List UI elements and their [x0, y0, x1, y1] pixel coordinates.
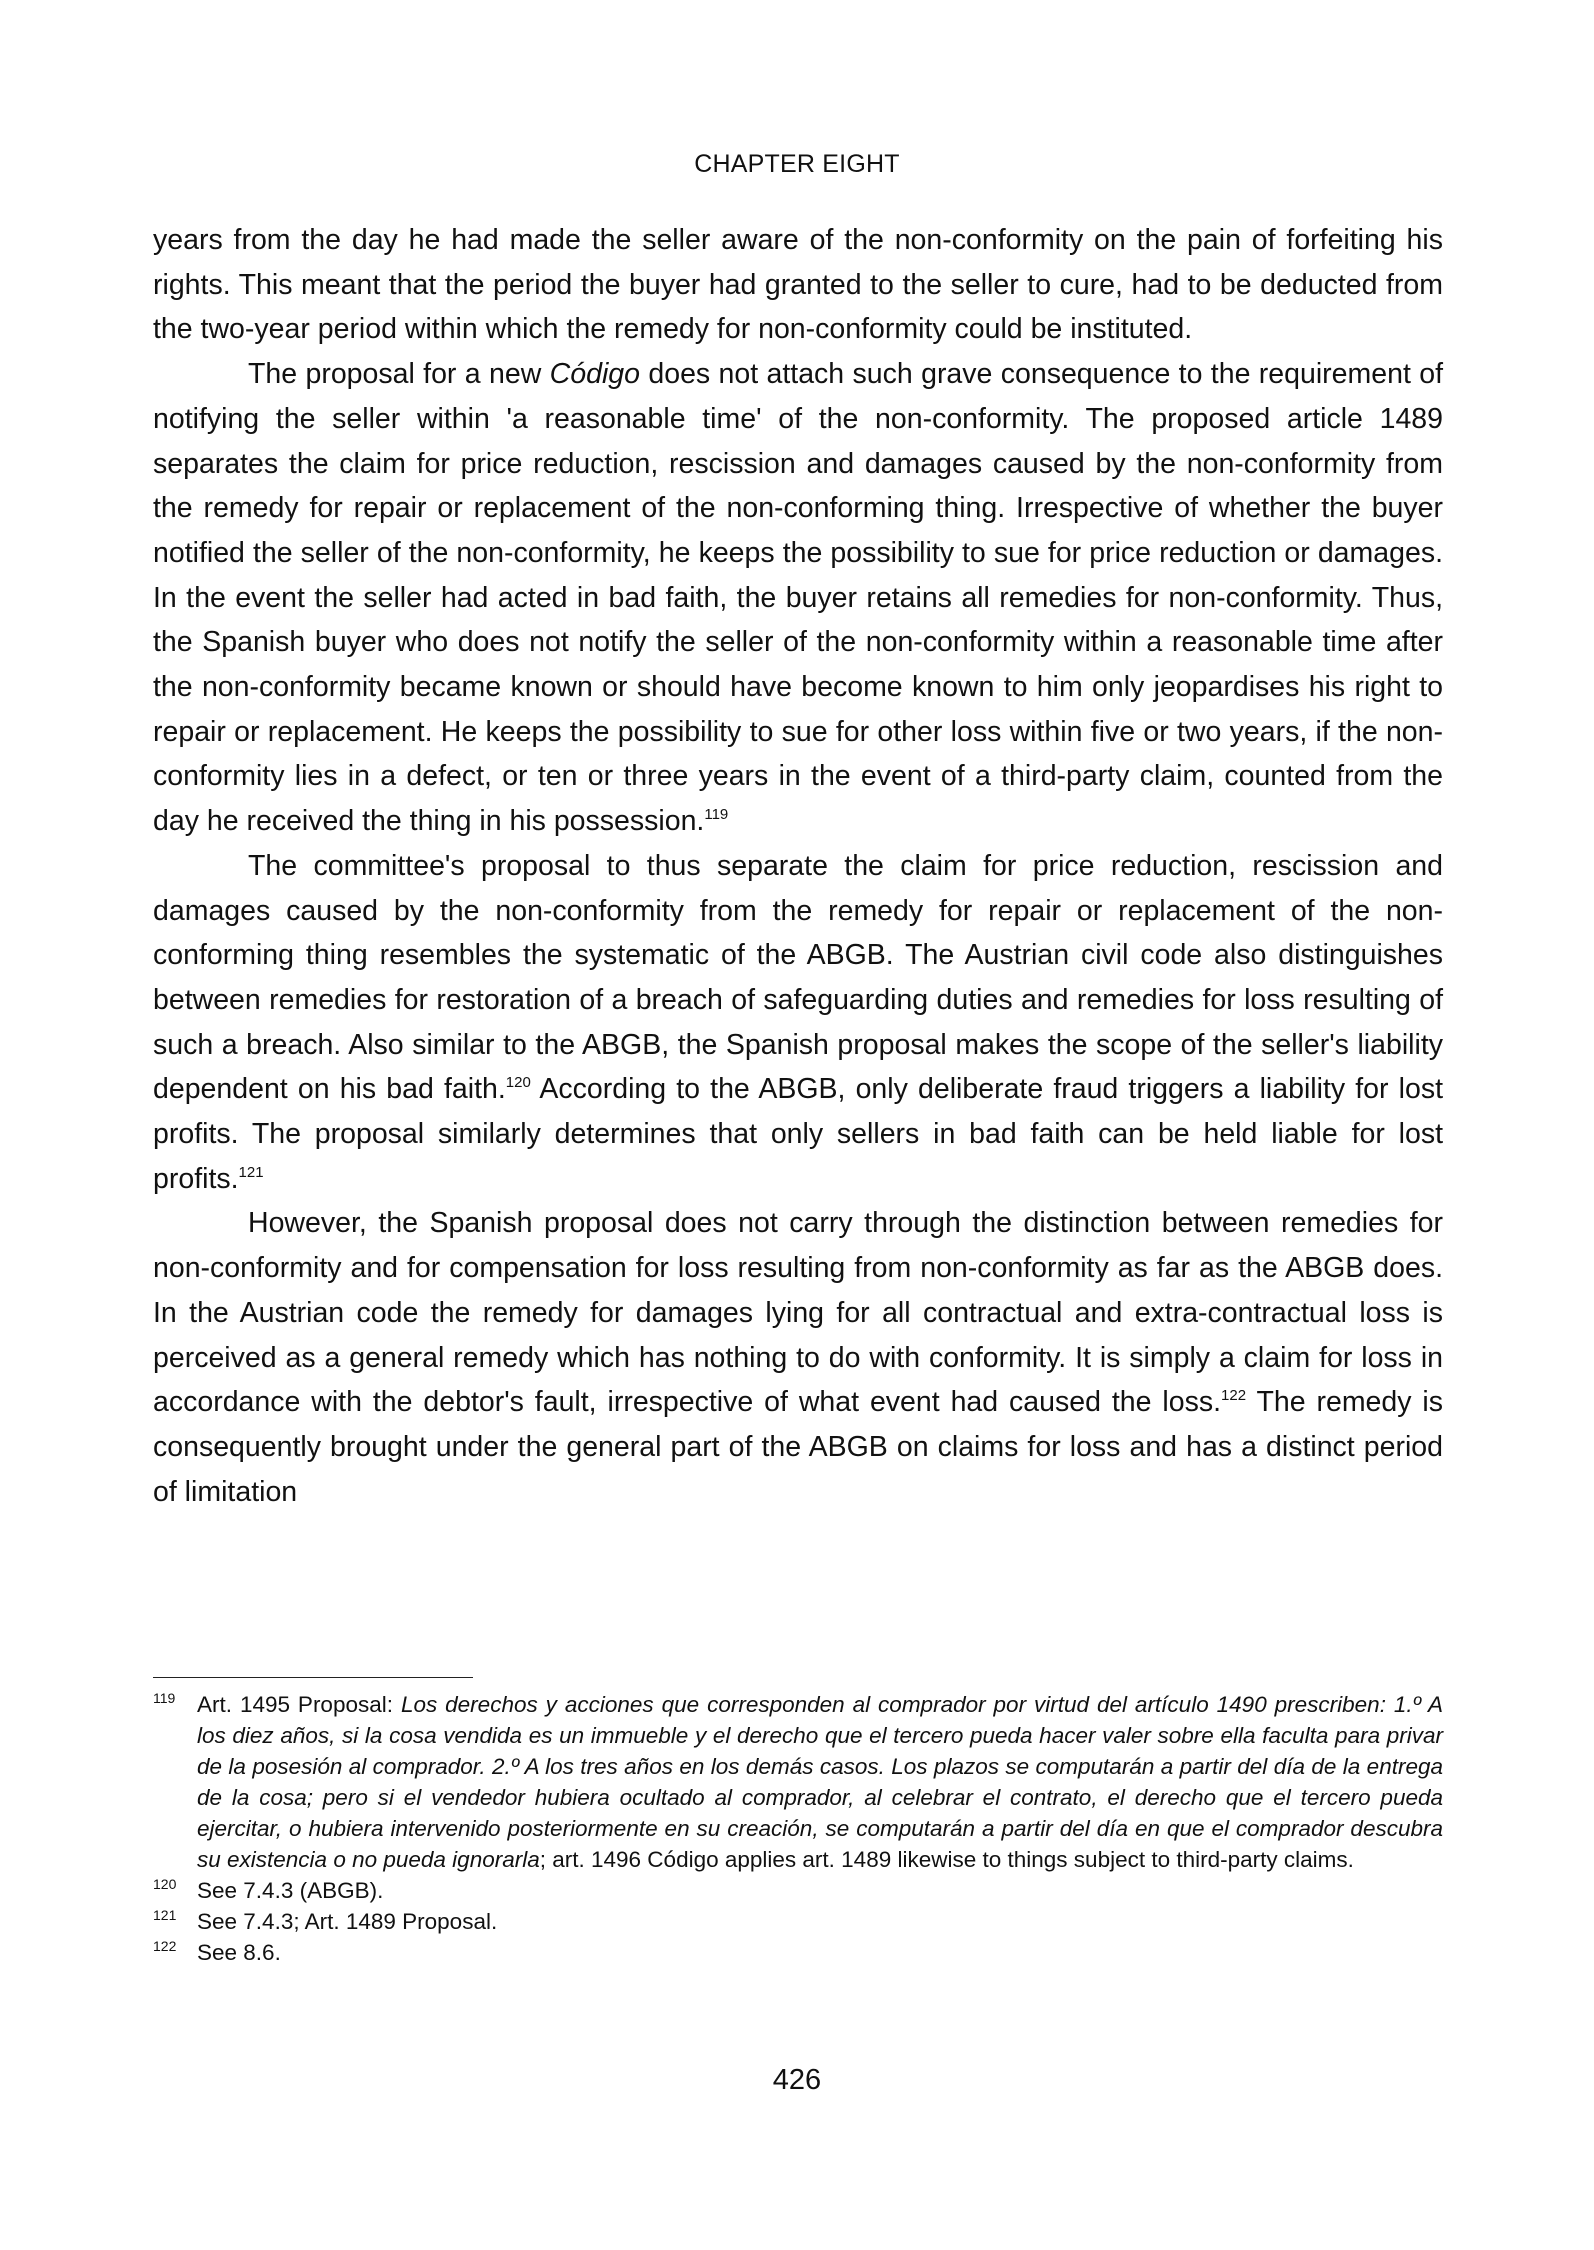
text: The committee's proposal to thus separate the claim for price reduction, rescission and damages caused by the non-conformity from the remedy for repair or replacement of the non-conforming thing resembles the systematic of the ABGB. The Austrian civil code also distinguishes between remedies for restoration of a breach of safeguarding duties and remedies for loss resulting of such a breach. Also similar to the ABGB, the Spanish proposal makes the scope of the seller's liability dependent on his bad faith. — [153, 849, 1443, 1106]
running-head: CHAPTER EIGHT — [694, 150, 900, 178]
text: Art. 1495 Proposal: — [197, 1692, 401, 1717]
footnote-number: 121 — [153, 1907, 177, 1923]
paragraph-3 — [153, 844, 1443, 1202]
italic-term: Código — [549, 358, 640, 391]
text: does not attach such grave consequence to the requirement of notifying the seller within 'a reasonable time' of the non-conformity. The proposed article 1489 separates the claim for price reduction, rescission and damages caused by the non-conformity from the remedy for repair or replacement of the non-conforming thing. Irrespective of whether the buyer notified the seller of the non-conformity, he keeps the possibility to sue for price reduction or damages. In the event the seller had acted in bad faith, the buyer retains all remedies for non-conformity. Thus, the Spanish buyer who does not notify the seller of the non-conformity within a reasonable time after the non-conformity became known or should have become known to him only jeopardises his right to repair or replacement. He keeps the possibility to sue for other loss within five or two years, if the non-conformity lies in a defect, or ten or three years in the event of a third-party claim, counted from the day he received the thing in his possession. — [153, 358, 1444, 838]
paragraph-4 — [153, 1201, 1443, 1514]
main-text — [153, 218, 1443, 1514]
text: The proposal for a new — [248, 358, 550, 391]
footnote-number: 119 — [153, 1690, 176, 1706]
footnote-number: 122 — [153, 1938, 177, 1954]
footnote-ref-122[interactable]: 122 — [1221, 1387, 1247, 1405]
text: However, the Spanish proposal does not carry through the distinction between remedies for non-conformity and for compensation for loss resulting from non-conformity as far as the ABGB does. In the Austrian code the remedy for damages lying for all contractual and extra-contractual loss is perceived as a general remedy which has nothing to do with conformity. It is simply a claim for loss in accordance with the debtor's fault, irrespective of what event had caused the loss. — [153, 1207, 1443, 1419]
text: According to the ABGB, only deliberate fraud triggers a liability for lost profits. The proposal similarly determines that only sellers in bad faith can be held liable for lost profits. — [153, 1073, 1444, 1195]
italic-quote: Los derechos y acciones que corresponden al comprador por virtud del artículo 1490 prescriben: 1.º A los diez años, si la cosa vendida es un immueble y el derecho que el tercero pueda hacer valer sobre ella faculta para privar de la posesión al comprador. 2.º A los tres años en los demás casos. Los plazos se computarán a partir del día de la entrega de la cosa; pero si el vendedor hubiera ocultado al comprador, al celebrar el contrato, el derecho que el tercero pueda ejercitar, o hubiera intervenido posteriormente en su creación, se computarán a partir del día en que el comprador descubra su existencia o no pueda ignorarla — [197, 1692, 1443, 1872]
text: ; art. 1496 Código applies art. 1489 likewise to things subject to third-party claims. — [539, 1847, 1354, 1872]
paragraph-2 — [153, 352, 1443, 844]
footnote-119 — [153, 1689, 1443, 1875]
text: See 7.4.3; Art. 1489 Proposal. — [197, 1909, 498, 1934]
footnote-122 — [153, 1937, 1443, 1968]
text: See 7.4.3 (ABGB). — [197, 1878, 384, 1903]
footnote-120 — [153, 1875, 1443, 1906]
page-number: 426 — [772, 2064, 822, 2096]
footnote-divider — [153, 1677, 473, 1678]
footnote-number: 120 — [153, 1876, 177, 1892]
footnote-ref-120[interactable]: 120 — [505, 1074, 531, 1092]
footnote-ref-121[interactable]: 121 — [238, 1163, 264, 1181]
footnote-121 — [153, 1906, 1443, 1937]
text: See 8.6. — [197, 1940, 281, 1965]
footnote-ref-119[interactable]: 119 — [704, 805, 729, 823]
footnotes — [153, 1689, 1443, 1968]
paragraph-1: years from the day he had made the seller aware of the non-conformity on the pain of forfeiting his rights. This meant that the period the buyer had granted to the seller to cure, had to be deducted from the two-year period within which the remedy for non-conformity could be instituted. — [153, 224, 1443, 346]
text: The remedy is consequently brought under the general part of the ABGB on claims for loss and has a distinct period of limitation — [153, 1386, 1444, 1508]
